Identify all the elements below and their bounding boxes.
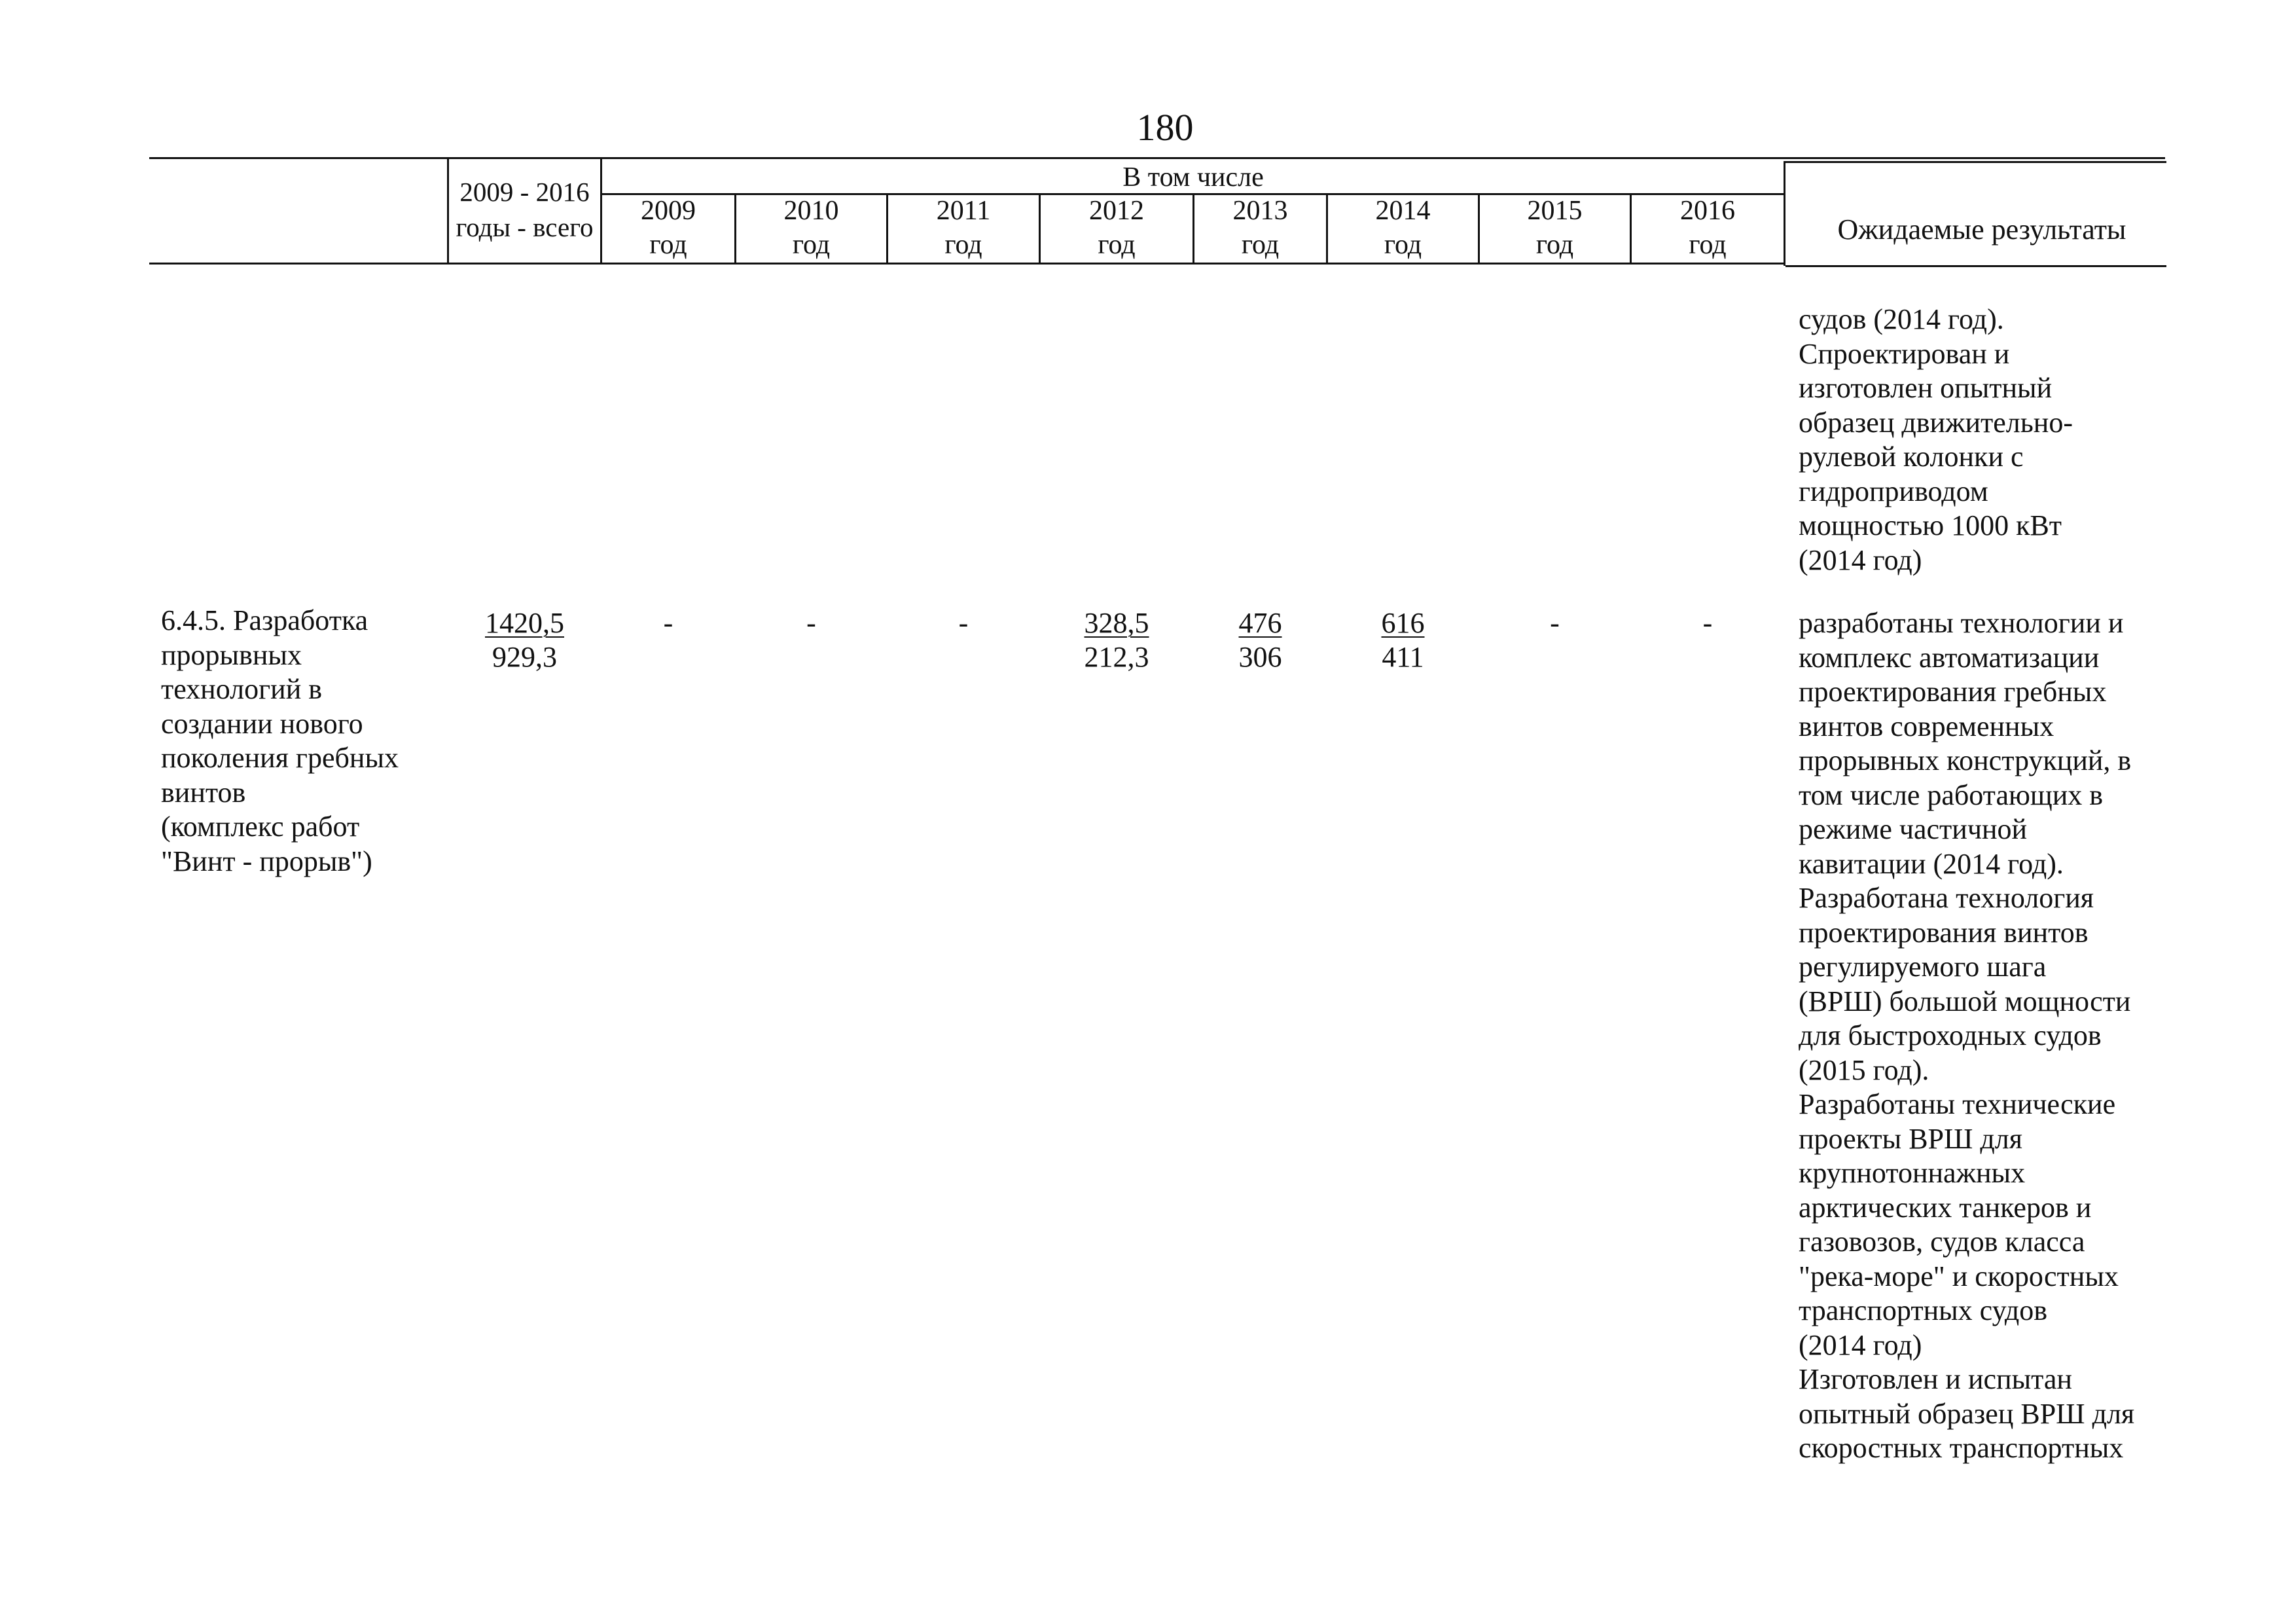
year-col-2011 (888, 194, 1039, 266)
results-line: образец движительно- (1799, 406, 2073, 439)
year-col-2013 (1194, 194, 1326, 266)
year-label: 2014 (1375, 196, 1431, 226)
year-col-2015 (1480, 194, 1630, 266)
results-line: газовозов, судов класса (1799, 1226, 2085, 1258)
year-label: 2013 (1232, 196, 1288, 226)
results-line: проекты ВРШ для (1799, 1122, 2022, 1155)
results-line: рулевой колонки с (1799, 441, 2024, 473)
year-unit: год (1241, 230, 1280, 260)
results-line: том числе работающих в (1799, 778, 2104, 811)
results-line: (ВРШ) большой мощности (1799, 985, 2131, 1017)
including-header: В том числе (1122, 162, 1264, 192)
results-line: транспортных судов (1799, 1294, 2048, 1326)
results-line: кавитации (2014 год). (1799, 847, 2064, 880)
item-name-line: 6.4.5. Разработка (161, 604, 368, 636)
item-name-line: прорывных (161, 638, 302, 671)
value-2014-bottom: 411 (1382, 641, 1424, 673)
results-line: прорывных конструкций, в (1799, 744, 2132, 776)
results-line: комплекс автоматизации (1799, 641, 2100, 674)
year-unit: год (649, 230, 687, 260)
year-label: 2016 (1680, 196, 1735, 226)
total-value-top-text: 1420,5 (485, 607, 564, 639)
value-2013-top (1194, 606, 1326, 640)
year-label: 2015 (1527, 196, 1583, 226)
year-label: 2012 (1089, 196, 1144, 226)
results-line: (2014 год) (1799, 543, 1922, 576)
item-name-line: поколения гребных (161, 742, 399, 774)
results-line: арктических танкеров и (1799, 1191, 2092, 1224)
year-col-2010 (736, 194, 886, 266)
total-value-top (449, 606, 600, 640)
value-2016-top: - (1702, 607, 1713, 639)
results-line: Изготовлен и испытан (1799, 1363, 2072, 1395)
results-line: крупнотоннажных (1799, 1157, 2026, 1189)
item-name-line: винтов (161, 776, 246, 809)
results-line: для быстроходных судов (1799, 1019, 2102, 1051)
year-unit: год (1689, 230, 1727, 260)
value-2014-top-text: 616 (1381, 607, 1425, 639)
value-2013-bottom: 306 (1238, 641, 1282, 673)
value-2012-top-text: 328,5 (1084, 607, 1149, 639)
year-col-2009 (602, 194, 734, 266)
year-col-2014 (1328, 194, 1478, 266)
results-line: гидроприводом (1799, 475, 1988, 507)
results-line: (2015 год). (1799, 1053, 1929, 1086)
year-col-2012 (1041, 194, 1193, 266)
value-2012-top (1041, 606, 1193, 640)
value-2014-top (1328, 606, 1478, 640)
year-unit: год (1384, 230, 1422, 260)
value-2015-top: - (1550, 607, 1560, 639)
item-results (1799, 606, 2134, 1466)
results-line: регулируемого шага (1799, 951, 2047, 983)
results-line: разработаны технологии и (1799, 607, 2124, 639)
item-name-line: технологий в (161, 673, 323, 705)
year-label: 2011 (936, 196, 991, 226)
header-top-rule (149, 157, 2165, 159)
results-line: Спроектирован и (1799, 337, 2010, 370)
year-unit: год (792, 230, 831, 260)
results-line: Разработаны технические (1799, 1088, 2116, 1120)
year-label: 2009 (641, 196, 696, 226)
results-line: (2014 год) (1799, 1328, 1922, 1361)
year-col-2016 (1632, 194, 1784, 266)
results-line: винтов современных (1799, 710, 2054, 742)
value-2009-top: - (663, 607, 673, 639)
value-2013-top-text: 476 (1238, 607, 1282, 639)
results-line: изготовлен опытный (1799, 372, 2053, 404)
page-number: 180 (1136, 106, 1194, 149)
results-col-header: Ожидаемые результаты (1837, 213, 2126, 246)
item-name-line: "Винт - прорыв") (161, 845, 372, 877)
total-col-header-line1: 2009 - 2016 (459, 177, 590, 207)
year-label: 2010 (783, 196, 839, 226)
results-continuation (1799, 302, 2073, 577)
results-line: Разработана технология (1799, 882, 2094, 914)
value-2010-top: - (806, 607, 816, 639)
results-line: опытный образец ВРШ для (1799, 1397, 2135, 1430)
item-name-line: (комплекс работ (161, 811, 360, 843)
item-name (161, 604, 399, 879)
year-unit: год (1535, 230, 1574, 260)
year-unit: год (944, 230, 982, 260)
value-2011-top: - (958, 607, 969, 639)
results-line: режиме частичной (1799, 813, 2028, 845)
item-name-line: создании нового (161, 707, 363, 740)
total-value-bottom: 929,3 (492, 641, 557, 673)
value-2012-bottom: 212,3 (1084, 641, 1149, 673)
year-unit: год (1098, 230, 1136, 260)
results-line: мощностью 1000 кВт (1799, 509, 2062, 541)
results-line: судов (2014 год). (1799, 303, 2004, 335)
results-line: скоростных транспортных (1799, 1432, 2124, 1464)
results-line: "река-море" и скоростных (1799, 1260, 2119, 1292)
total-col-header-line2: годы - всего (456, 212, 594, 242)
results-line: проектирования винтов (1799, 916, 2089, 949)
results-line: проектирования гребных (1799, 676, 2107, 708)
header-top-rule-right (1785, 161, 2166, 163)
